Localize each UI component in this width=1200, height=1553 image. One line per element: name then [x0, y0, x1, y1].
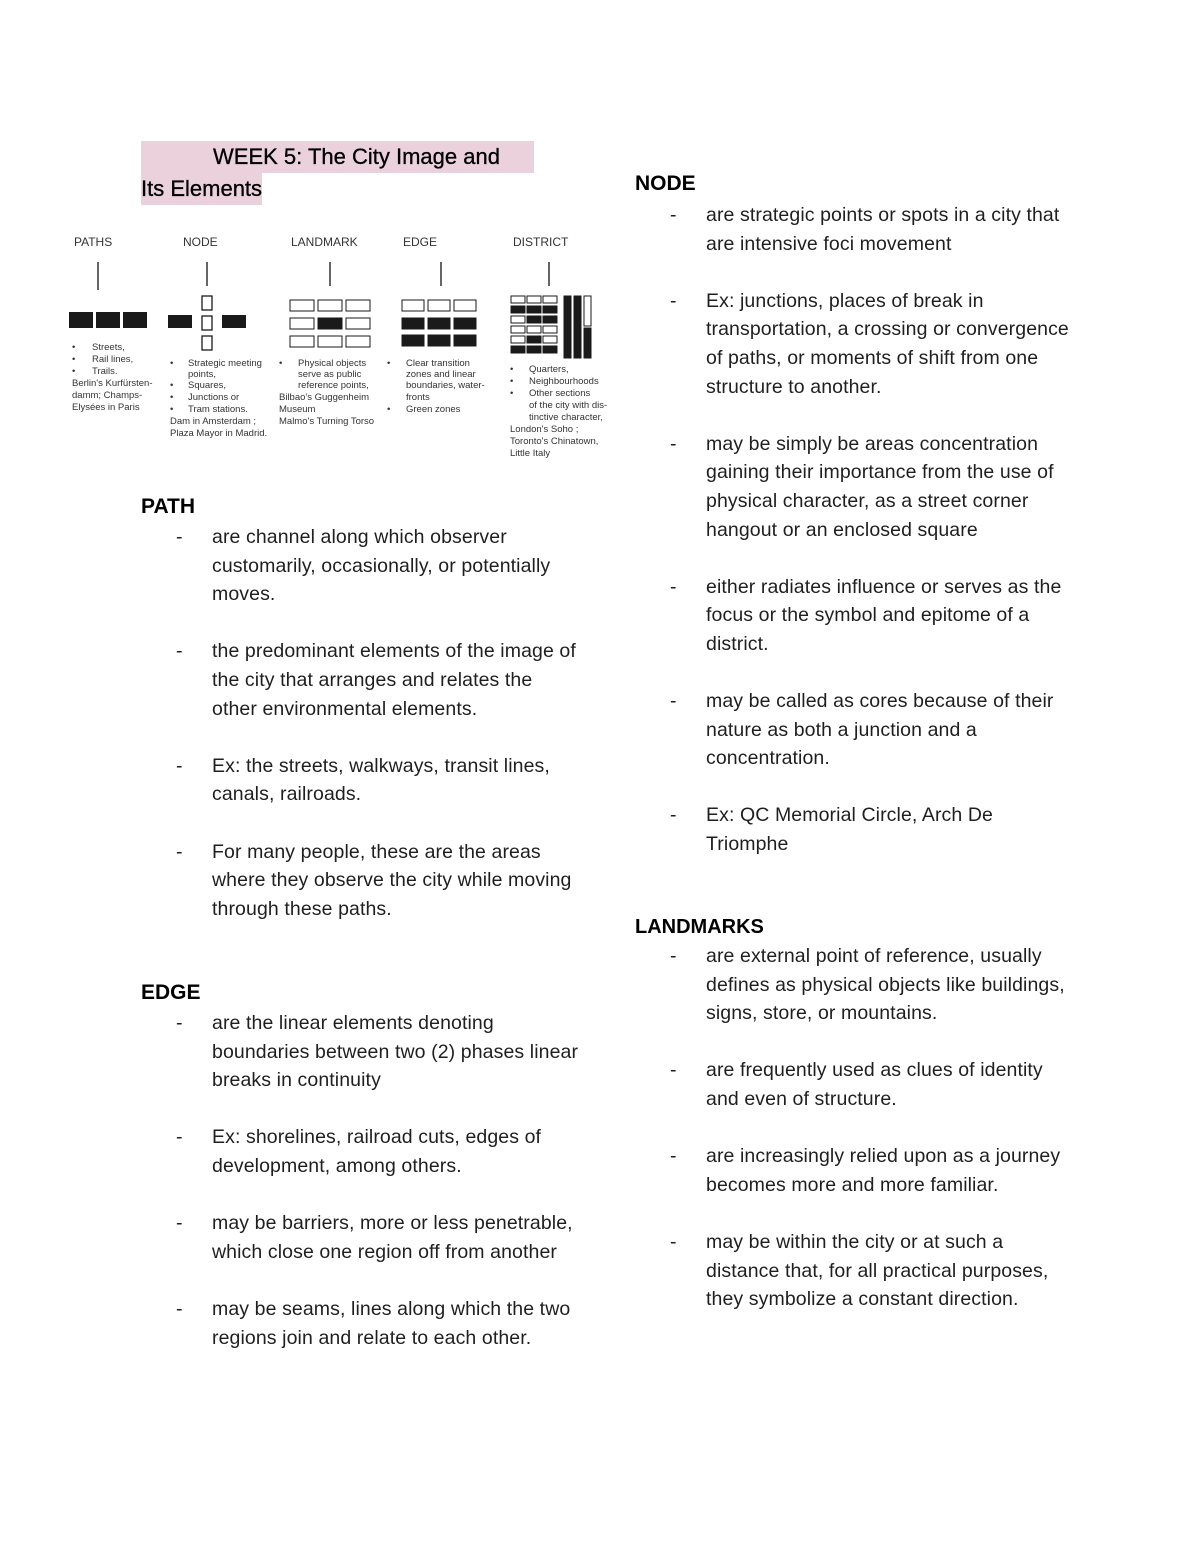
- paths-example: Berlin's Kurfürsten-: [72, 378, 153, 389]
- list-item-text: For many people, these are the areas where they observe the city while moving through these paths.: [212, 840, 572, 920]
- title-line-1: WEEK 5: The City Image and: [141, 141, 534, 173]
- landmark-symbol: [290, 300, 370, 347]
- district-symbol: [511, 296, 591, 358]
- svg-text:•: •: [510, 376, 514, 387]
- edge-symbol: [402, 300, 476, 346]
- landmark-legend: [279, 358, 374, 427]
- landmarks-list: [635, 942, 1075, 1342]
- document-title: [141, 141, 541, 205]
- figure-label-node: NODE: [183, 235, 218, 249]
- district-example: Little Italy: [510, 448, 551, 459]
- paths-item: Streets,: [92, 342, 125, 353]
- edge-item: boundaries, water-: [406, 380, 485, 391]
- svg-text:•: •: [170, 380, 174, 391]
- list-dash: -: [670, 289, 677, 312]
- edge-item: Clear transition: [406, 358, 470, 369]
- path-heading: PATH: [141, 495, 196, 518]
- district-item: tinctive character,: [529, 412, 603, 423]
- landmark-item: serve as public: [298, 369, 362, 380]
- node-example: Dam in Amsterdam ;: [170, 416, 257, 427]
- svg-text:•: •: [72, 342, 76, 353]
- list-item-text: may be within the city or at such a distance that, for all practical purposes, they symbolize a constant direction.: [706, 1230, 1049, 1311]
- svg-text:•: •: [170, 404, 174, 415]
- list-item: [141, 752, 581, 809]
- figure-connectors: [98, 262, 549, 290]
- list-item: [141, 523, 581, 609]
- list-item-text: may be called as cores because of their nature as both a junction and a concentration.: [706, 690, 1054, 770]
- path-list: [141, 523, 581, 952]
- node-legend: [170, 358, 267, 439]
- list-dash: -: [670, 1230, 677, 1253]
- list-item: [635, 430, 1075, 544]
- list-dash: -: [670, 1059, 677, 1082]
- figure-label-district: DISTRICT: [513, 235, 569, 249]
- list-item-text: are strategic points or spots in a city that are intensive foci movement: [706, 204, 1060, 255]
- list-dash: -: [670, 690, 677, 713]
- svg-text:•: •: [510, 364, 514, 375]
- node-item: Tram stations.: [188, 404, 248, 415]
- district-item: Quarters,: [529, 364, 569, 375]
- list-dash: -: [176, 1297, 183, 1320]
- district-example: Toronto's Chinatown,: [510, 436, 599, 447]
- landmark-example: Malmo's Turning Torso: [279, 416, 375, 427]
- list-item: [635, 287, 1075, 401]
- svg-text:•: •: [387, 404, 391, 415]
- list-item-text: are the linear elements denoting boundaries between two (2) phases linear breaks in continuity: [212, 1012, 579, 1092]
- svg-text:•: •: [170, 392, 174, 403]
- list-item: [635, 1142, 1075, 1199]
- node-symbol: [168, 296, 246, 350]
- district-item: Other sections: [529, 388, 591, 399]
- list-dash: -: [176, 1212, 183, 1235]
- list-item-text: are frequently used as clues of identity and even of structure.: [706, 1059, 1043, 1110]
- list-item: [635, 687, 1075, 773]
- edge-item: zones and linear: [406, 369, 476, 380]
- list-item-text: are external point of reference, usually defines as physical objects like buildings, signs, store, or mountains.: [706, 945, 1065, 1025]
- list-dash: -: [176, 840, 183, 863]
- city-elements-svg: [62, 226, 612, 466]
- list-dash: -: [670, 804, 677, 827]
- landmark-item: Physical objects: [298, 358, 367, 369]
- edge-item: fronts: [406, 392, 430, 403]
- node-item: Junctions or: [188, 392, 240, 403]
- list-dash: -: [176, 526, 183, 548]
- list-item-text: Ex: the streets, walkways, transit lines, canals, railroads.: [212, 754, 550, 806]
- list-item: [141, 1295, 581, 1352]
- list-item: [635, 1228, 1075, 1314]
- edge-list: [141, 1009, 581, 1381]
- list-dash: -: [670, 204, 677, 226]
- list-item-text: are channel along which observer customarily, occasionally, or potentially moves.: [212, 526, 551, 606]
- list-item-text: either radiates influence or serves as the focus or the symbol and epitome of a district.: [706, 575, 1062, 655]
- landmark-example: Museum: [279, 404, 316, 415]
- node-list: [635, 201, 1075, 887]
- edge-item: Green zones: [406, 404, 461, 415]
- svg-text:•: •: [170, 358, 174, 369]
- svg-text:•: •: [510, 388, 514, 399]
- landmarks-heading: LANDMARKS: [635, 916, 764, 938]
- paths-legend: [72, 342, 152, 413]
- list-dash: -: [176, 1126, 183, 1149]
- list-item-text: may be simply be areas concentration gaining their importance from the use of physical character, as a street corner hangout or an enclosed square: [706, 432, 1054, 541]
- list-item-text: Ex: junctions, places of break in transportation, a crossing or convergence of paths, or moments of shift from one structure to another.: [706, 289, 1069, 398]
- node-item: Squares,: [188, 380, 227, 391]
- figure-label-paths: PATHS: [74, 235, 113, 249]
- svg-text:•: •: [387, 358, 391, 369]
- node-heading: NODE: [635, 172, 696, 195]
- list-item-text: may be seams, lines along which the two regions join and relate to each other.: [212, 1297, 571, 1349]
- district-item: of the city with dis-: [529, 400, 608, 411]
- paths-item: Rail lines,: [92, 354, 134, 365]
- landmark-item: reference points,: [298, 380, 369, 391]
- district-item: Neighbourhoods: [529, 376, 599, 387]
- list-dash: -: [176, 1012, 183, 1034]
- list-item-text: the predominant elements of the image of the city that arranges and relates the other environmental elements.: [212, 640, 576, 720]
- list-item-text: are increasingly relied upon as a journey becomes more and more familiar.: [706, 1145, 1061, 1196]
- svg-text:•: •: [72, 354, 76, 365]
- list-item: [141, 838, 581, 924]
- edge-heading: EDGE: [141, 981, 201, 1004]
- list-item: [635, 573, 1075, 659]
- list-dash: -: [670, 575, 677, 598]
- list-item: [635, 942, 1075, 1028]
- city-elements-diagram: [62, 226, 612, 466]
- list-item: [141, 637, 581, 723]
- svg-text:•: •: [72, 366, 76, 377]
- list-item: [635, 801, 1075, 858]
- list-dash: -: [670, 432, 677, 455]
- node-item: Strategic meeting: [188, 358, 262, 369]
- edge-legend: [387, 358, 485, 415]
- title-line-2: Its Elements: [141, 173, 262, 205]
- paths-example: Elysées in Paris: [72, 402, 140, 413]
- list-item: [141, 1123, 581, 1180]
- paths-example: damm; Champs-: [72, 390, 143, 401]
- paths-symbol: [69, 312, 147, 328]
- landmark-example: Bilbao's Guggenheim: [279, 392, 370, 403]
- district-legend: [510, 364, 607, 459]
- list-item-text: may be barriers, more or less penetrable, which close one region off from another: [212, 1212, 573, 1263]
- district-example: London's Soho ;: [510, 424, 579, 435]
- paths-item: Trails.: [92, 366, 118, 377]
- list-dash: -: [176, 640, 183, 663]
- list-item: [635, 201, 1075, 258]
- list-item: [635, 1056, 1075, 1113]
- list-item: [141, 1209, 581, 1266]
- list-dash: -: [670, 1145, 677, 1168]
- node-item: points,: [188, 369, 216, 380]
- figure-label-landmark: LANDMARK: [291, 235, 358, 249]
- list-dash: -: [176, 754, 183, 777]
- node-example: Plaza Mayor in Madrid.: [170, 428, 268, 439]
- svg-text:•: •: [279, 358, 283, 369]
- list-item-text: Ex: shorelines, railroad cuts, edges of development, among others.: [212, 1126, 542, 1177]
- list-item: [141, 1009, 581, 1095]
- figure-label-edge: EDGE: [403, 235, 438, 249]
- list-dash: -: [670, 945, 677, 967]
- list-item-text: Ex: QC Memorial Circle, Arch De Triomphe: [706, 804, 993, 856]
